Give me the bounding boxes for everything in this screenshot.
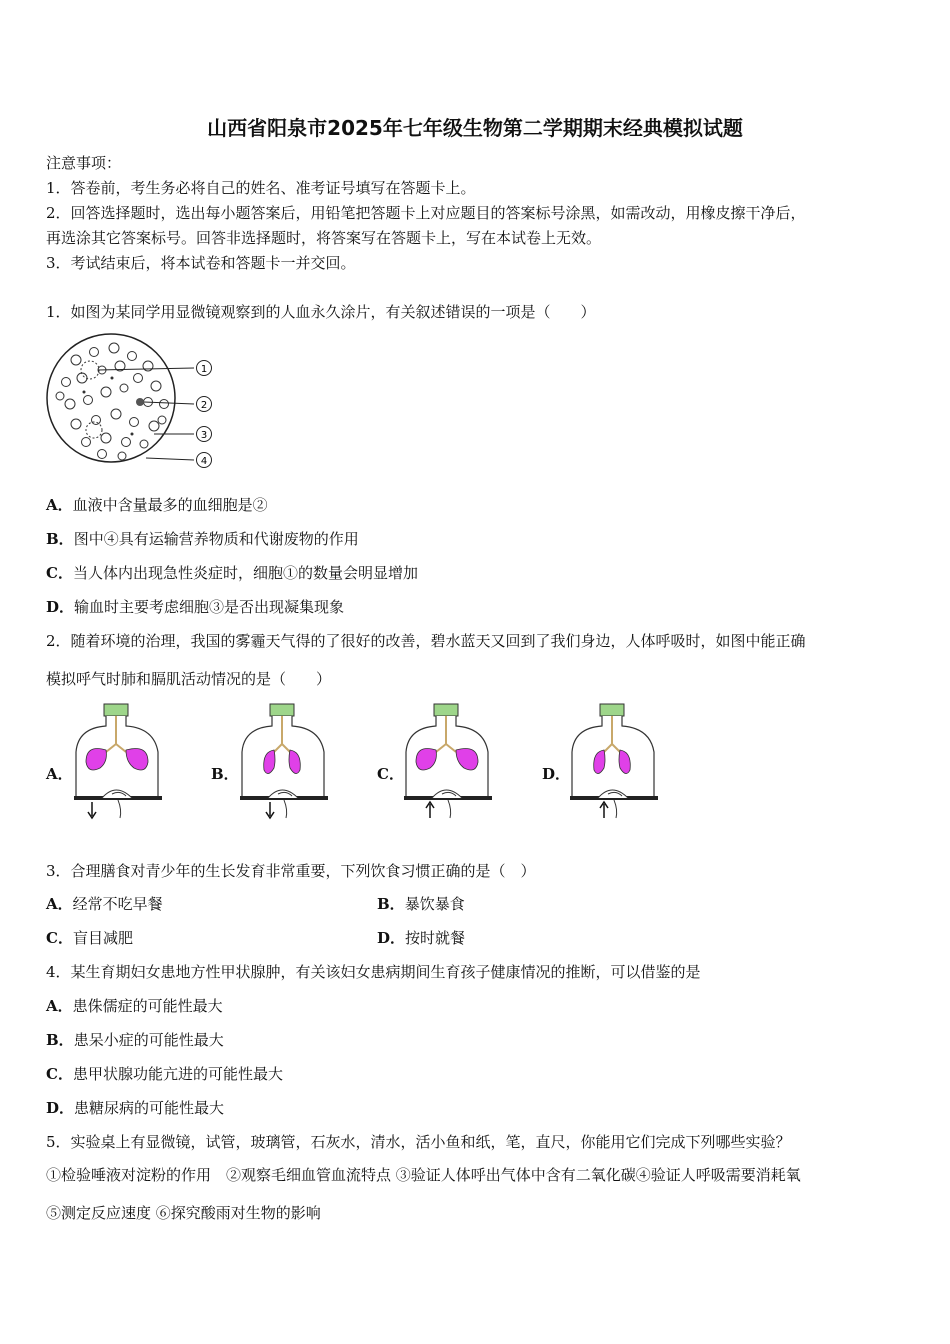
q5-line3: ⑤测定反应速度 ⑥探究酸雨对生物的影响 — [46, 1204, 321, 1222]
q1-option-d: D．输血时主要考虑细胞③是否出现凝集现象 — [46, 598, 345, 616]
svg-text:3: 3 — [200, 430, 208, 441]
q2-stem-line1: 2．随着环境的治理，我国的雾霾天气得的了很好的改善，碧水蓝天又回到了我们身边，人体呼吸时，如图中能正确 — [46, 632, 806, 650]
notice-item: 3．考试结束后，将本试卷和答题卡一并交回。 — [46, 254, 356, 272]
q4-option-d: D．患糖尿病的可能性最大 — [46, 1099, 225, 1117]
q2-option-d-label: D． — [542, 765, 571, 783]
bell-jar-a — [72, 702, 164, 824]
q1-option-b: B．图中④具有运输营养物质和代谢废物的作用 — [46, 530, 359, 548]
q2-stem-line2: 模拟呼气时肺和膈肌活动情况的是（ ） — [46, 670, 332, 688]
q2-option-c-label: C． — [377, 765, 404, 783]
q1-stem: 1．如图为某同学用显微镜观察到的人血永久涂片，有关叙述错误的一项是（ ） — [46, 303, 596, 321]
q4-option-b: B．患呆小症的可能性最大 — [46, 1031, 224, 1049]
page-title: 山西省阳泉市2025年七年级生物第二学期期末经典模拟试题 — [207, 116, 743, 140]
svg-text:2: 2 — [200, 400, 208, 411]
q4-option-c: C．患甲状腺功能亢进的可能性最大 — [46, 1065, 283, 1083]
notice-item: 2．回答选择题时，选出每小题答案后，用铅笔把答题卡上对应题目的答案标号涂黑，如需改动，用橡皮擦干净后， — [46, 204, 806, 222]
blood-smear-figure — [46, 330, 226, 472]
q3-option-a: A．经常不吃早餐 — [46, 895, 163, 913]
svg-text:4: 4 — [200, 456, 208, 467]
q4-option-a: A．患侏儒症的可能性最大 — [46, 997, 223, 1015]
notice-heading: 注意事项： — [46, 154, 122, 172]
notice-item: 再选涂其它答案标号。回答非选择题时，将答案写在答题卡上，写在本试卷上无效。 — [46, 229, 602, 247]
q3-option-c: C．盲目减肥 — [46, 929, 133, 947]
bell-jar-d — [568, 702, 660, 824]
q1-option-a: A．血液中含量最多的血细胞是② — [46, 496, 268, 514]
q2-option-a-label: A． — [46, 765, 73, 783]
q5-stem: 5．实验桌上有显微镜，试管，玻璃管，石灰水，清水，活小鱼和纸，笔，直尺，你能用它们完成下列哪些实验？ — [46, 1133, 791, 1151]
bell-jar-c — [402, 702, 494, 824]
q2-option-b-label: B． — [211, 765, 239, 783]
q3-option-d: D．按时就餐 — [377, 929, 466, 947]
notice-item: 1．答卷前，考生务必将自己的姓名、准考证号填写在答题卡上。 — [46, 179, 476, 197]
q3-stem: 3．合理膳食对青少年的生长发育非常重要，下列饮食习惯正确的是（ ） — [46, 862, 536, 880]
bell-jar-b — [238, 702, 330, 824]
q1-option-c: C．当人体内出现急性炎症时，细胞①的数量会明显增加 — [46, 564, 418, 582]
q5-line2: ①检验唾液对淀粉的作用 ②观察毛细血管血流特点 ③验证人体呼出气体中含有二氧化碳④验证人呼吸需要消耗氧 — [46, 1166, 801, 1184]
svg-text:1: 1 — [200, 364, 208, 375]
q4-stem: 4．某生育期妇女患地方性甲状腺肿，有关该妇女患病期间生育孩子健康情况的推断，可以借鉴的是 — [46, 963, 701, 981]
q3-option-b: B．暴饮暴食 — [377, 895, 465, 913]
